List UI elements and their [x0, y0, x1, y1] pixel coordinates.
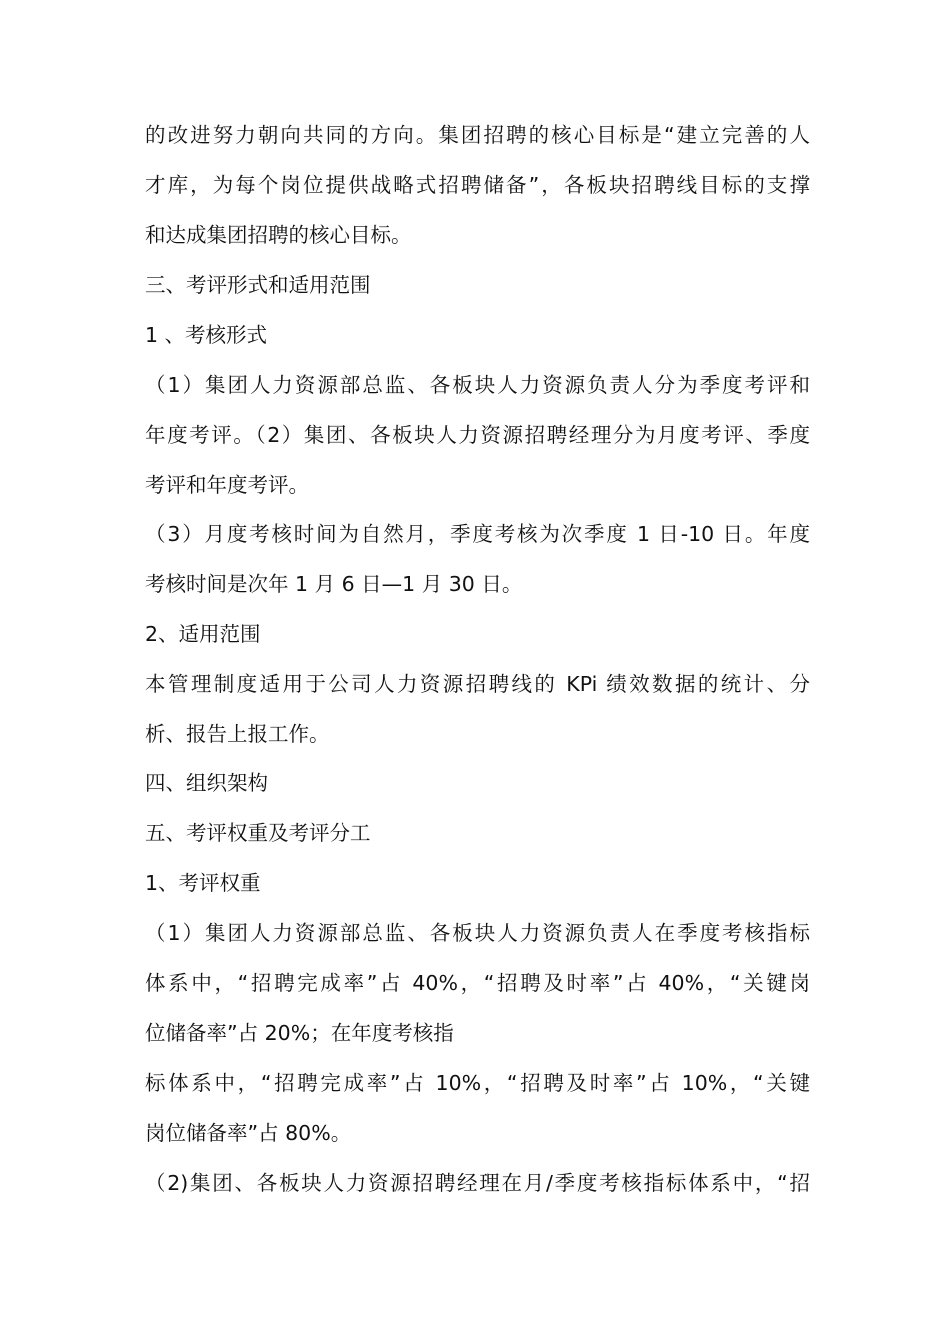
paragraph-line: （1）集团人力资源部总监、各板块人力资源负责人分为季度考评和 — [145, 373, 810, 397]
paragraph-line: 才库，为每个岗位提供战略式招聘储备”，各板块招聘线目标的支撑 — [145, 173, 810, 197]
paragraph-line: 岗位储备率”占 80%。 — [145, 1121, 352, 1145]
paragraph-line: 考核时间是次年 1 月 6 日—1 月 30 日。 — [145, 572, 523, 596]
paragraph-line: 标体系中，“招聘完成率”占 10%，“招聘及时率”占 10%，“关键 — [145, 1071, 810, 1095]
section-heading: 五、考评权重及考评分工 — [145, 821, 371, 845]
paragraph-line: （1）集团人力资源部总监、各板块人力资源负责人在季度考核指标 — [145, 921, 810, 945]
section-heading: 三、考评形式和适用范围 — [145, 273, 371, 297]
paragraph-line: 析、报告上报工作。 — [145, 722, 330, 746]
paragraph-line: 体系中，“招聘完成率”占 40%，“招聘及时率”占 40%，“关键岗 — [145, 971, 810, 995]
paragraph-line: 年度考评。（2）集团、各板块人力资源招聘经理分为月度考评、季度 — [145, 423, 810, 447]
paragraph-line: 本管理制度适用于公司人力资源招聘线的 KPi 绩效数据的统计、分 — [145, 672, 810, 696]
subsection-heading: 2、适用范围 — [145, 622, 261, 646]
paragraph-line: 的改进努力朝向共同的方向。集团招聘的核心目标是“建立完善的人 — [145, 123, 810, 147]
paragraph-line: 和达成集团招聘的核心目标。 — [145, 223, 412, 247]
subsection-heading: 1、考评权重 — [145, 871, 261, 895]
subsection-heading: 1 、考核形式 — [145, 323, 268, 347]
paragraph-line: 考评和年度考评。 — [145, 473, 309, 497]
paragraph-line: 位储备率”占 20%；在年度考核指 — [145, 1021, 454, 1045]
section-heading: 四、组织架构 — [145, 771, 268, 795]
paragraph-line: （3）月度考核时间为自然月，季度考核为次季度 1 日-10 日。年度 — [145, 522, 810, 546]
paragraph-line: （2)集团、各板块人力资源招聘经理在月/季度考核指标体系中，“招 — [145, 1171, 810, 1195]
